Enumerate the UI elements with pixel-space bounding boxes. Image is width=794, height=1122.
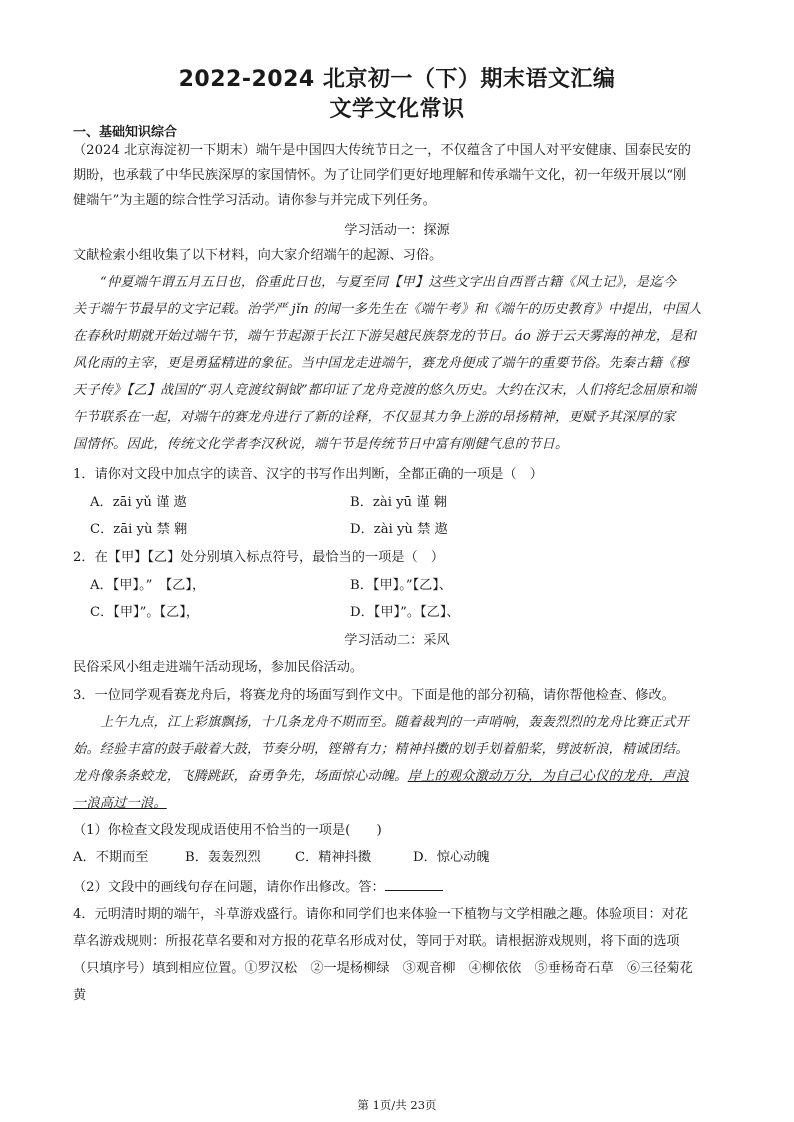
question-1: 1．请你对文段中加点字的读音、汉字的书写作出判断，全都正确的一项是（ ）: [73, 467, 543, 482]
section-heading: 一、基础知识综合: [73, 125, 178, 140]
q3-1-option-b: B．轰轰烈烈: [185, 850, 261, 865]
question-3-2: [73, 878, 443, 897]
question-4-line-2: 草名游戏规则：所报花草名要和对方报的花草名形成对仗，等同于对联。请根据游戏规则，将下面的选项: [73, 934, 680, 949]
question-3-2-text: （2）文段中的画线句存在问题，请你作出修改。答：: [73, 880, 385, 895]
passage-line-4: 风化雨的主宰，更是勇猛精进的象征。当中国龙走进端午，赛龙舟便成了端午的重要节俗。先秦古籍《穆: [73, 356, 689, 371]
answer-blank: [385, 878, 443, 891]
draft-line-4: 一浪高过一浪。: [73, 796, 167, 811]
document-title: 2022-2024 北京初一（下）期末语文汇编: [178, 67, 616, 92]
q3-1-option-d: D．惊心动魄: [413, 850, 490, 865]
draft-underlined-sentence: 岸上的观众激动万分，为自己心仪的龙舟，声浪: [407, 769, 689, 784]
passage-line-3: 在春秋时期就开始过端午节，端午节起源于长江下游吴越民族祭龙的节日。áo 游于云天雾海的神龙，是和: [73, 329, 697, 344]
question-3: 3．一位同学观看赛龙舟后，将赛龙舟的场面写到作文中。下面是他的部分初稿，请你帮他检查、修改。: [73, 688, 675, 703]
question-4-line-3: （只填序号）填到相应位置。①罗汉松 ②一堤杨柳绿 ③观音柳 ④柳依依 ⑤垂杨奇石草 ⑥三径菊花: [73, 961, 693, 976]
draft-line-3-plain: 龙舟像条条蛟龙，飞腾跳跃，奋勇争先，场面惊心动魄。: [73, 769, 408, 784]
intro-line-1: （2024 北京海淀初一下期末）端午是中国四大传统节日之一，不仅蕴含了中国人对平安健康、国泰民安的: [73, 143, 691, 158]
q3-1-option-c: C．精神抖擞: [295, 850, 372, 865]
document-subtitle: 文学文化常识: [329, 97, 465, 122]
q2-option-c: C．【甲】”。【乙】，: [90, 605, 200, 620]
question-4-line-4: 黄: [73, 988, 87, 1003]
question-4-line-1: 4．元明清时期的端午，斗草游戏盛行。请你和同学们也来体验一下植物与文学相融之趣。体验项目：对花: [73, 907, 689, 922]
draft-line-1: 上午九点，江上彩旗飘扬，十几条龙舟不期而至。随着裁判的一声哨响，轰轰烈烈的龙舟比赛正式开: [100, 715, 690, 730]
activity-1-desc: 文献检索小组收集了以下材料，向大家介绍端午的起源、习俗。: [73, 248, 443, 263]
passage-line-5: 天子传》【乙】战国的“羽人竞渡纹铜钺”都印证了龙舟竞渡的悠久历史。大约在汉末，人们将纪念屈原和端: [73, 383, 697, 398]
q1-option-a: A．zāi yǔ 谨 遨: [90, 495, 187, 510]
q1-option-d: D．zài yù 禁 遨: [350, 522, 448, 537]
q2-option-a: A．【甲】。” 【乙】，: [90, 578, 206, 593]
q3-1-option-a: A．不期而至: [73, 850, 149, 865]
q2-option-b: B．【甲】。”【乙】、: [350, 578, 453, 593]
activity-2-heading: 学习活动二：采风: [344, 633, 450, 648]
passage-line-2: 关于端午节最早的文字记载。治学严 jǐn 的闻一多先生在《端午考》和《端午的历史教育》中提出，中国人: [73, 302, 702, 317]
intro-line-3: 健端午”为主题的综合性学习活动。请你参与并完成下列任务。: [73, 193, 436, 208]
q1-option-b: B．zài yū 谨 翱: [350, 495, 447, 510]
passage-line-6: 午节联系在一起，对端午的赛龙舟进行了新的诠释，不仅显其力争上游的昂扬精神，更赋予其深厚的家: [73, 410, 676, 425]
question-3-1: （1）你检查文段发现成语使用不恰当的一项是( ): [73, 823, 382, 838]
intro-line-2: 期盼，也承载了中华民族深厚的家国情怀。为了让同学们更好地理解和传承端午文化，初一年级开展以“刚: [73, 168, 687, 183]
draft-line-2: 始。经验丰富的鼓手敲着大鼓，节奏分明，铿锵有力；精神抖擞的划手划着船桨，劈波斩浪，精诚团结。: [73, 742, 689, 757]
q1-option-c: C．zāi yù 禁 翱: [90, 522, 188, 537]
page-footer: 第 1页/共 23页: [357, 1098, 437, 1112]
q2-option-d: D．【甲】”。【乙】、: [350, 605, 460, 620]
activity-2-desc: 民俗采风小组走进端午活动现场，参加民俗活动。: [73, 660, 364, 675]
passage-line-1: “仲夏端午谓五月五日也，俗重此日也，与夏至同【甲】这些文字出自西晋古籍《风土记》，是迄今: [100, 275, 677, 290]
draft-line-3: [73, 768, 689, 786]
activity-1-heading: 学习活动一：探源: [344, 223, 450, 238]
question-2: 2．在【甲】【乙】处分别填入标点符号，最恰当的一项是（ ）: [73, 550, 445, 565]
passage-line-7: 国情怀。因此，传统文化学者李汉秋说，端午节是传统节日中富有刚健气息的节日。: [73, 437, 569, 452]
